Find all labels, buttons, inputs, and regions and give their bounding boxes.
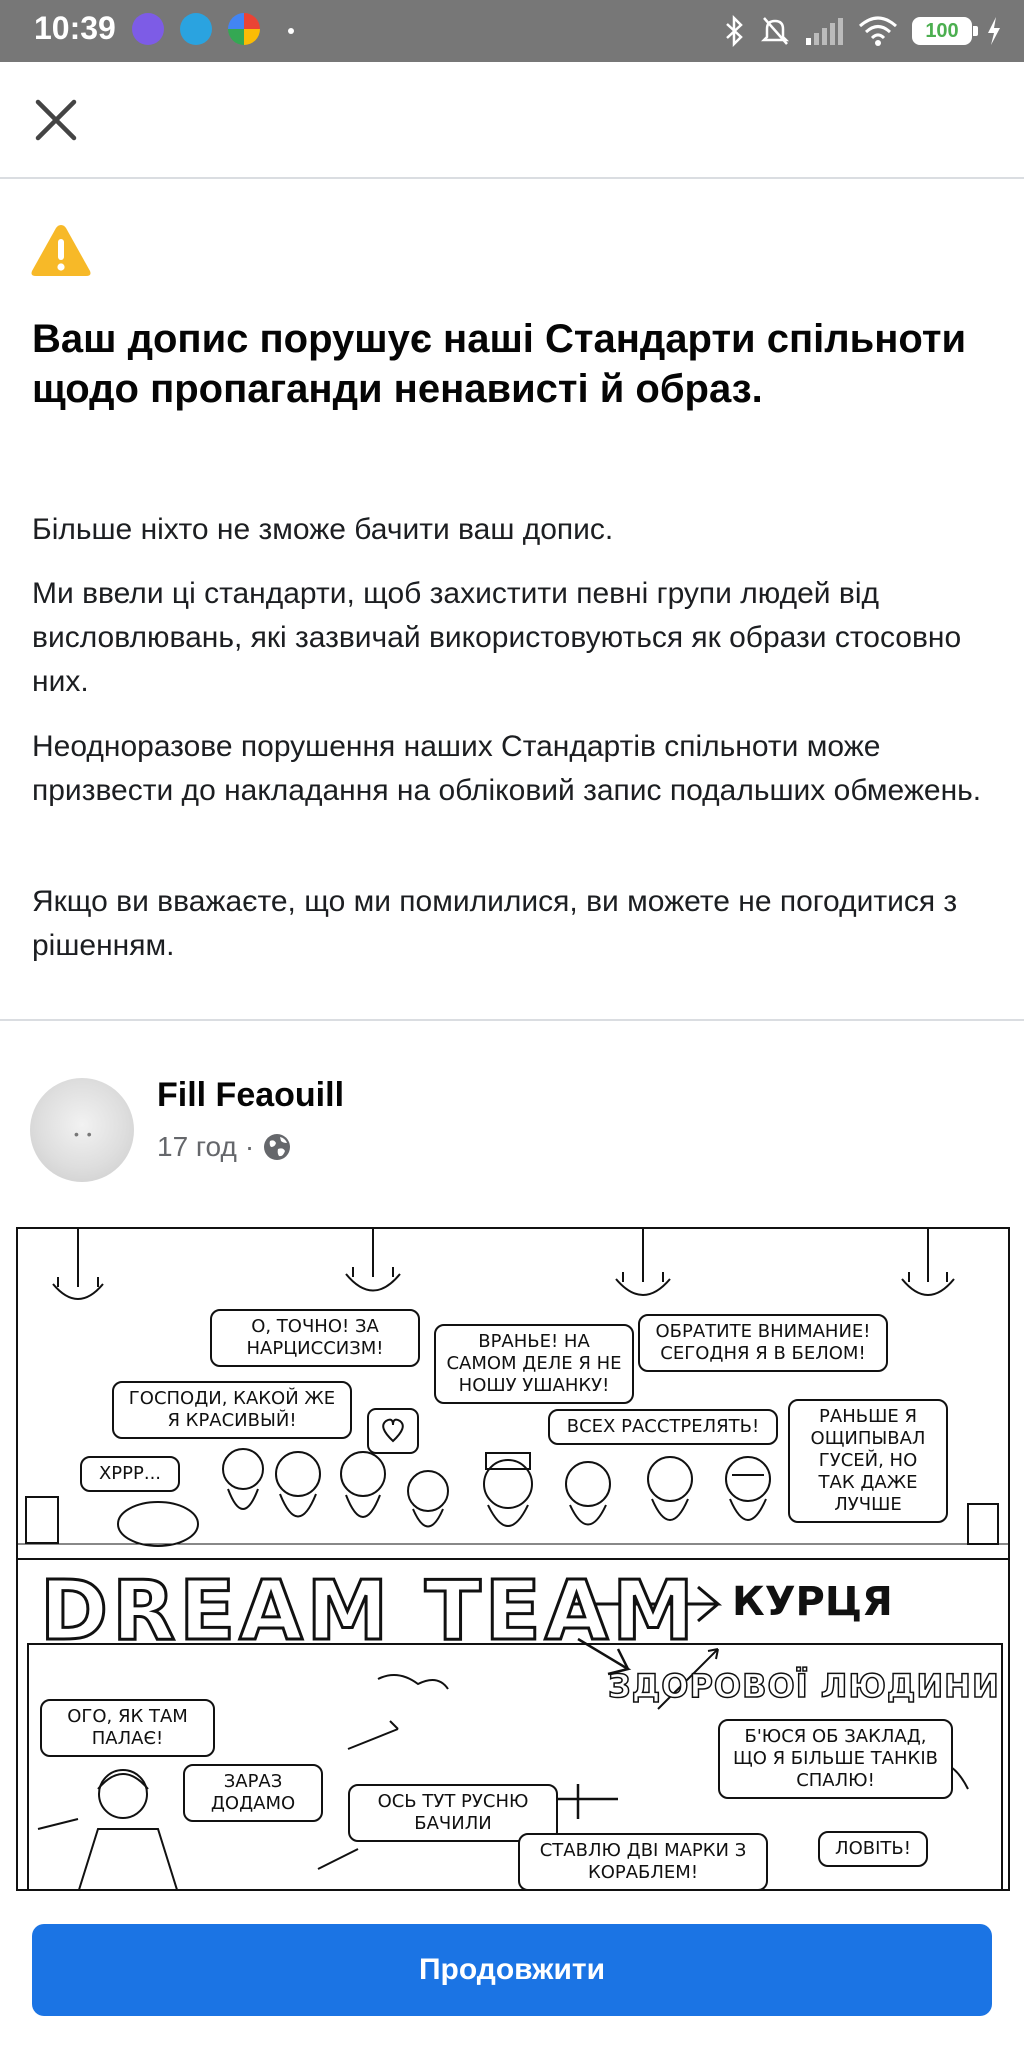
comic-bubble: ОБРАТИТЕ ВНИМАНИЕ! СЕГОДНЯ Я В БЕЛОМ!: [638, 1314, 888, 1372]
comic-bubble: Б'ЮСЯ ОБ ЗАКЛАД, ЩО Я БІЛЬШЕ ТАНКІВ СПАЛЮ!: [718, 1719, 953, 1799]
battery-indicator: 100: [912, 17, 972, 45]
comic-bubble: О, ТОЧНО! ЗА НАРЦИССИЗМ!: [210, 1309, 420, 1367]
section-divider: [0, 1019, 1024, 1021]
comic-bubble: ОГО, ЯК ТАМ ПАЛАЄ!: [40, 1699, 215, 1757]
notice-paragraph-1: Більше ніхто не зможе бачити ваш допис.: [32, 513, 614, 546]
comic-bubble: СТАВЛЮ ДВІ МАРКИ З КОРАБЛЕМ!: [518, 1833, 768, 1891]
comic-bubble: РАНЬШЕ Я ОЩИПЫВАЛ ГУСЕЙ, НО ТАК ДАЖЕ ЛУЧШЕ: [788, 1399, 948, 1523]
post-author[interactable]: Fill Feaouill: [157, 1076, 345, 1114]
notice-paragraph-2: Ми ввели ці стандарти, щоб захистити певні групи людей від висловлювань, які зазвичай використовуються як образи стосовно них.: [32, 577, 962, 698]
close-icon[interactable]: [30, 94, 82, 146]
google-photos-icon: [228, 13, 260, 45]
globe-icon: [262, 1132, 292, 1162]
status-time: 10:39: [34, 10, 116, 46]
bluetooth-icon: [724, 15, 746, 47]
comic-bubble: ВРАНЬЕ! НА САМОМ ДЕЛЕ Я НЕ НОШУ УШАНКУ!: [434, 1324, 634, 1404]
comic-bubble: ОСЬ ТУТ РУСНЮ БАЧИЛИ: [348, 1784, 558, 1842]
notification-dot-icon: [288, 28, 294, 34]
post-meta: [157, 1131, 292, 1163]
continue-button[interactable]: Продовжити: [32, 1924, 992, 2016]
viber-icon: [132, 13, 164, 45]
wifi-icon: [858, 16, 898, 46]
page-title: Ваш допис порушує наші Стандарти спільноти щодо пропаганди ненависті й образ.: [32, 317, 967, 411]
comic-banner-sub: ЗДОРОВОЇ ЛЮДИНИ: [608, 1667, 1000, 1705]
comic-bubble: ГОСПОДИ, КАКОЙ ЖЕ Я КРАСИВЫЙ!: [112, 1381, 352, 1439]
comic-banner-right: КУРЦЯ: [732, 1579, 893, 1625]
comic-bubble: ХРРР...: [80, 1456, 180, 1492]
post-image[interactable]: [16, 1227, 1010, 1891]
comic-bubble: ЗАРАЗ ДОДАМО: [183, 1764, 323, 1822]
telegram-icon: [180, 13, 212, 45]
comic-bubble: ЛОВІТЬ!: [818, 1831, 928, 1867]
status-bar: [0, 0, 1024, 62]
top-bar: [0, 62, 1024, 179]
warning-icon: [30, 222, 92, 278]
post-time: 17 год: [157, 1131, 237, 1162]
notice-paragraph-3: Неодноразове порушення наших Стандартів спільноти може призвести до накладання на обліковий запис подальших обмежень.: [32, 730, 982, 807]
avatar[interactable]: • •: [30, 1078, 134, 1182]
mute-bell-icon: [760, 15, 790, 47]
comic-bubble: ВСЕХ РАССТРЕЛЯТЬ!: [548, 1409, 778, 1445]
meta-separator: ·: [244, 1131, 255, 1162]
comic-banner-title: DREAM TEAM: [40, 1564, 698, 1659]
charging-icon: [986, 16, 1002, 46]
notice-paragraph-4: Якщо ви вважаєте, що ми помилилися, ви можете не погодитися з рішенням.: [32, 885, 958, 962]
signal-icon: [804, 16, 844, 46]
